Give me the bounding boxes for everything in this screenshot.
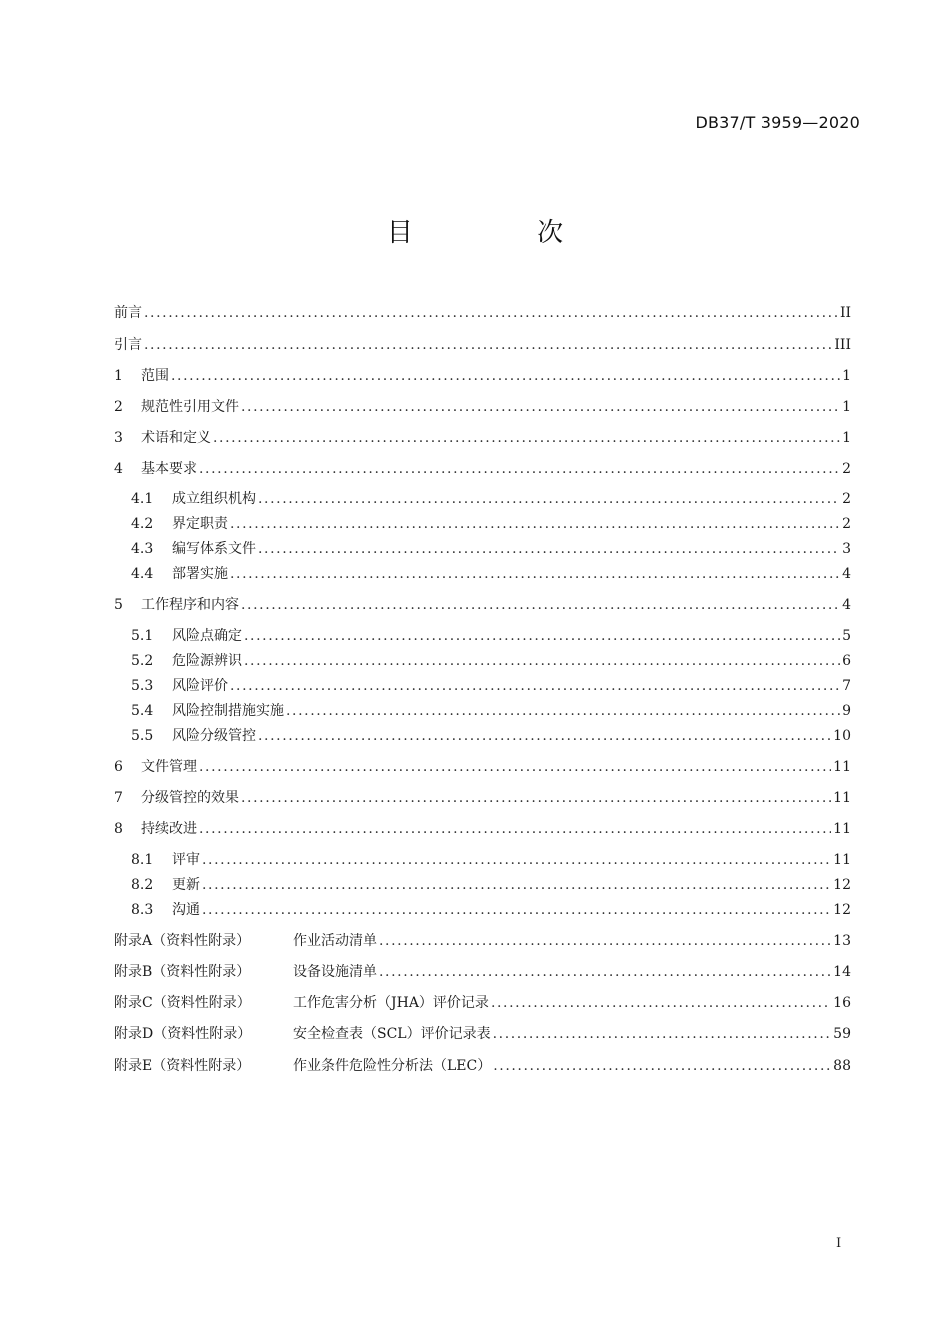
toc-entry[interactable] <box>131 676 851 696</box>
toc-entry[interactable] <box>114 1056 851 1076</box>
toc-entry[interactable] <box>114 366 851 386</box>
toc-dot-leader <box>199 819 831 839</box>
toc-entry[interactable] <box>114 962 851 982</box>
toc-entry-label: 成立组织机构 <box>172 491 256 507</box>
toc-entry[interactable] <box>114 931 851 951</box>
toc-entry[interactable] <box>131 850 851 870</box>
toc-entry-page: 12 <box>833 877 851 893</box>
toc-entry-number: 5.3 <box>131 678 154 694</box>
toc-dot-leader <box>258 539 840 559</box>
toc-entry[interactable] <box>114 428 851 448</box>
toc-entry-number: 4 <box>114 461 123 477</box>
toc-entry[interactable] <box>131 726 851 746</box>
toc-entry-page: 88 <box>833 1058 851 1074</box>
toc-entry-page: 1 <box>842 399 851 415</box>
toc-dot-leader <box>202 850 831 870</box>
toc-appendix-label: 附录A（资料性附录） <box>114 933 251 949</box>
toc-entry-label: 文件管理 <box>141 759 197 775</box>
toc-entry[interactable] <box>131 875 851 895</box>
toc-entry-label: 界定职责 <box>172 516 228 532</box>
toc-entry-label: 引言 <box>114 337 142 353</box>
toc-dot-leader <box>241 788 831 808</box>
toc-entry[interactable] <box>131 489 851 509</box>
toc-entry-number: 5.5 <box>131 728 154 744</box>
toc-dot-leader <box>493 1056 831 1076</box>
toc-entry-label: 规范性引用文件 <box>141 399 239 415</box>
toc-entry-page: 13 <box>833 933 851 949</box>
toc-dot-leader <box>241 595 840 615</box>
toc-entry-number: 5.1 <box>131 628 154 644</box>
toc-entry-label: 持续改进 <box>141 821 197 837</box>
toc-entry-label: 风险控制措施实施 <box>172 703 284 719</box>
toc-entry-number: 8.3 <box>131 902 154 918</box>
toc-entry-label: 沟通 <box>172 902 200 918</box>
toc-entry-label: 分级管控的效果 <box>141 790 239 806</box>
toc-entry-number: 3 <box>114 430 123 446</box>
toc-dot-leader <box>199 757 831 777</box>
toc-entry-page: 9 <box>842 703 851 719</box>
toc-dot-leader <box>202 900 831 920</box>
toc-dot-leader <box>230 676 840 696</box>
toc-entry-label: 基本要求 <box>141 461 197 477</box>
toc-entry-page: 12 <box>833 902 851 918</box>
toc-title: 目 次 <box>386 218 622 248</box>
toc-dot-leader <box>213 428 840 448</box>
toc-entry-label: 设备设施清单 <box>293 964 377 980</box>
toc-entry-label: 编写体系文件 <box>172 541 256 557</box>
toc-entry-page: 11 <box>833 821 851 837</box>
toc-appendix-label: 附录D（资料性附录） <box>114 1026 252 1042</box>
toc-entry-page: 1 <box>842 430 851 446</box>
toc-dot-leader <box>230 514 840 534</box>
toc-entry-page: 3 <box>842 541 851 557</box>
toc-entry-label: 工作危害分析（JHA）评价记录 <box>293 995 489 1011</box>
toc-entry-label: 术语和定义 <box>141 430 211 446</box>
toc-dot-leader <box>258 489 840 509</box>
toc-dot-leader <box>241 397 840 417</box>
toc-entry-label: 风险评价 <box>172 678 228 694</box>
toc-entry[interactable] <box>131 564 851 584</box>
toc-dot-leader <box>230 564 840 584</box>
toc-entry[interactable] <box>131 626 851 646</box>
toc-entry-page: 4 <box>842 597 851 613</box>
toc-appendix-label: 附录B（资料性附录） <box>114 964 251 980</box>
toc-entry-page: 1 <box>842 368 851 384</box>
toc-entry-number: 8.2 <box>131 877 154 893</box>
page-number: I <box>836 1236 842 1251</box>
toc-entry-page: 11 <box>833 852 851 868</box>
toc-entry-label: 更新 <box>172 877 200 893</box>
toc-entry-page: 14 <box>833 964 851 980</box>
toc-entry-number: 8.1 <box>131 852 154 868</box>
toc-entry-page: 16 <box>833 995 851 1011</box>
toc-entry-page: 59 <box>833 1026 851 1042</box>
toc-entry-label: 风险点确定 <box>172 628 242 644</box>
toc-entry[interactable] <box>131 900 851 920</box>
toc-entry[interactable] <box>114 993 851 1013</box>
toc-dot-leader <box>379 931 831 951</box>
toc-entry-label: 范围 <box>141 368 169 384</box>
toc-dot-leader <box>491 993 831 1013</box>
toc-entry-label: 作业条件危险性分析法（LEC） <box>293 1058 492 1074</box>
toc-appendix-label: 附录C（资料性附录） <box>114 995 251 1011</box>
toc-entry[interactable] <box>131 701 851 721</box>
toc-entry-page: 6 <box>842 653 851 669</box>
toc-entry[interactable] <box>131 514 851 534</box>
toc-dot-leader <box>244 651 840 671</box>
toc-dot-leader <box>493 1024 832 1044</box>
toc-entry[interactable] <box>114 335 851 355</box>
toc-entry-number: 2 <box>114 399 123 415</box>
toc-entry-number: 7 <box>114 790 123 806</box>
toc-dot-leader <box>379 962 831 982</box>
toc-entry-number: 5 <box>114 597 123 613</box>
toc-dot-leader <box>199 459 840 479</box>
toc-entry-label: 危险源辨识 <box>172 653 242 669</box>
toc-entry-label: 工作程序和内容 <box>141 597 239 613</box>
toc-dot-leader <box>244 626 840 646</box>
toc-entry[interactable] <box>114 303 851 323</box>
toc-entry-page: 4 <box>842 566 851 582</box>
toc-dot-leader <box>144 303 838 323</box>
toc-dot-leader <box>171 366 840 386</box>
toc-entry-number: 4.3 <box>131 541 154 557</box>
toc-entry[interactable] <box>131 651 851 671</box>
toc-entry-page: 5 <box>842 628 851 644</box>
toc-entry-page: III <box>834 337 851 353</box>
toc-dot-leader <box>202 875 831 895</box>
toc-dot-leader <box>258 726 831 746</box>
toc-entry-page: 10 <box>833 728 851 744</box>
toc-entry-page: 2 <box>842 491 851 507</box>
toc-entry-number: 1 <box>114 368 123 384</box>
toc-dot-leader <box>286 701 840 721</box>
toc-entry-number: 5.4 <box>131 703 154 719</box>
toc-entry-label: 安全检查表（SCL）评价记录表 <box>293 1026 491 1042</box>
toc-entry-page: 7 <box>842 678 851 694</box>
toc-dot-leader <box>144 335 832 355</box>
toc-entry-number: 6 <box>114 759 123 775</box>
document-code: DB37/T 3959—2020 <box>695 113 860 132</box>
toc-entry[interactable] <box>114 788 851 808</box>
toc-entry-page: II <box>839 305 851 321</box>
toc-entry[interactable] <box>114 757 851 777</box>
toc-entry-page: 11 <box>833 759 851 775</box>
toc-entry[interactable] <box>114 1024 851 1044</box>
toc-entry-number: 4.1 <box>131 491 154 507</box>
toc-entry-label: 作业活动清单 <box>293 933 377 949</box>
toc-entry-page: 2 <box>842 516 851 532</box>
toc-entry[interactable] <box>114 819 851 839</box>
toc-entry[interactable] <box>131 539 851 559</box>
toc-entry-label: 风险分级管控 <box>172 728 256 744</box>
toc-entry[interactable] <box>114 459 851 479</box>
toc-entry-label: 前言 <box>114 305 142 321</box>
toc-entry-label: 评审 <box>172 852 200 868</box>
toc-entry[interactable] <box>114 595 851 615</box>
toc-entry-number: 4.2 <box>131 516 154 532</box>
toc-entry-number: 8 <box>114 821 123 837</box>
toc-entry-page: 11 <box>833 790 851 806</box>
toc-entry-number: 4.4 <box>131 566 154 582</box>
toc-entry-label: 部署实施 <box>172 566 228 582</box>
toc-appendix-label: 附录E（资料性附录） <box>114 1058 251 1074</box>
toc-entry-number: 5.2 <box>131 653 154 669</box>
toc-entry[interactable] <box>114 397 851 417</box>
toc-entry-page: 2 <box>842 461 851 477</box>
